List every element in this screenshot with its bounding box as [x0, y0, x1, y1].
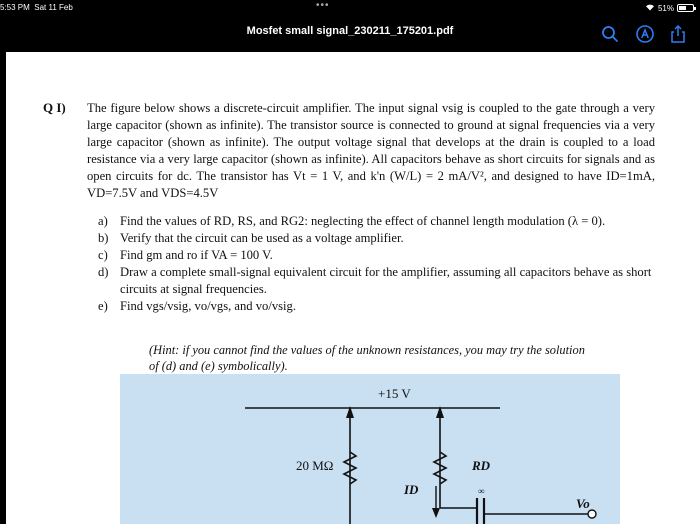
- status-bar: [0, 0, 700, 16]
- rd-label: RD: [472, 458, 491, 473]
- question-items: [98, 213, 658, 315]
- circuit-drawing: [120, 374, 620, 524]
- toolbar: [0, 16, 700, 52]
- list-item: a) Find the values of RD, RS, and RG2: neglecting the effect of channel length modulation (λ = 0).: [98, 214, 606, 228]
- vo-label: Vo: [576, 496, 590, 511]
- circuit-diagram: [120, 374, 620, 524]
- list-item: d) Draw a complete small-signal equivalent circuit for the amplifier, assuming all capacitors behave as short circuits at signal frequencies.: [98, 265, 652, 296]
- supply-label: +15 V: [378, 386, 411, 401]
- search-icon[interactable]: [600, 24, 620, 44]
- rg1-label: 20 MΩ: [296, 458, 334, 473]
- document-title: Mosfet small signal_230211_175201.pdf: [246, 25, 454, 37]
- markup-icon[interactable]: [635, 24, 655, 44]
- list-item: b) Verify that the circuit can be used as a voltage amplifier.: [98, 231, 404, 245]
- multitask-dots[interactable]: •••: [316, 0, 330, 11]
- battery-icon: [677, 4, 694, 12]
- id-label: ID: [404, 482, 419, 497]
- list-item: c) Find gm and ro if VA = 100 V.: [98, 248, 273, 262]
- question-number: Q I): [43, 100, 66, 115]
- status-right: [645, 3, 694, 13]
- list-item: e) Find vgs/vsig, vo/vgs, and vo/vsig.: [98, 299, 296, 313]
- hint-text: (Hint: if you cannot find the values of the unknown resistances, you may try the solution of (d) and (e) symbolically).: [149, 343, 585, 373]
- cap-infinity-label: ∞: [478, 486, 485, 496]
- wifi-icon: [645, 3, 655, 13]
- question-text: The figure below shows a discrete-circuit amplifier. The input signal vsig is coupled to the gate through a very large capacitor (shown as infinite). The transistor source is connected to ground at signal frequencies via a very large capacitor (shown as infinite). The output voltage signal that develops at the drain is coupled to a load resistance via a very large capacitor (shown as infinite). All capacitors behave as short circuits for signals and as open circuits for dc. The transistor has Vt = 1 V, and k'n (W/L) = 2 mA/V², and designed to have ID=1mA, VD=7.5V and VDS=4.5V: [87, 101, 655, 200]
- battery-percent: 51%: [657, 3, 674, 13]
- pdf-page[interactable]: [6, 52, 700, 524]
- share-icon[interactable]: [668, 24, 688, 44]
- id-arrow-head: [432, 508, 440, 518]
- status-time: 5:53 PM Sat 11 Feb: [0, 3, 73, 12]
